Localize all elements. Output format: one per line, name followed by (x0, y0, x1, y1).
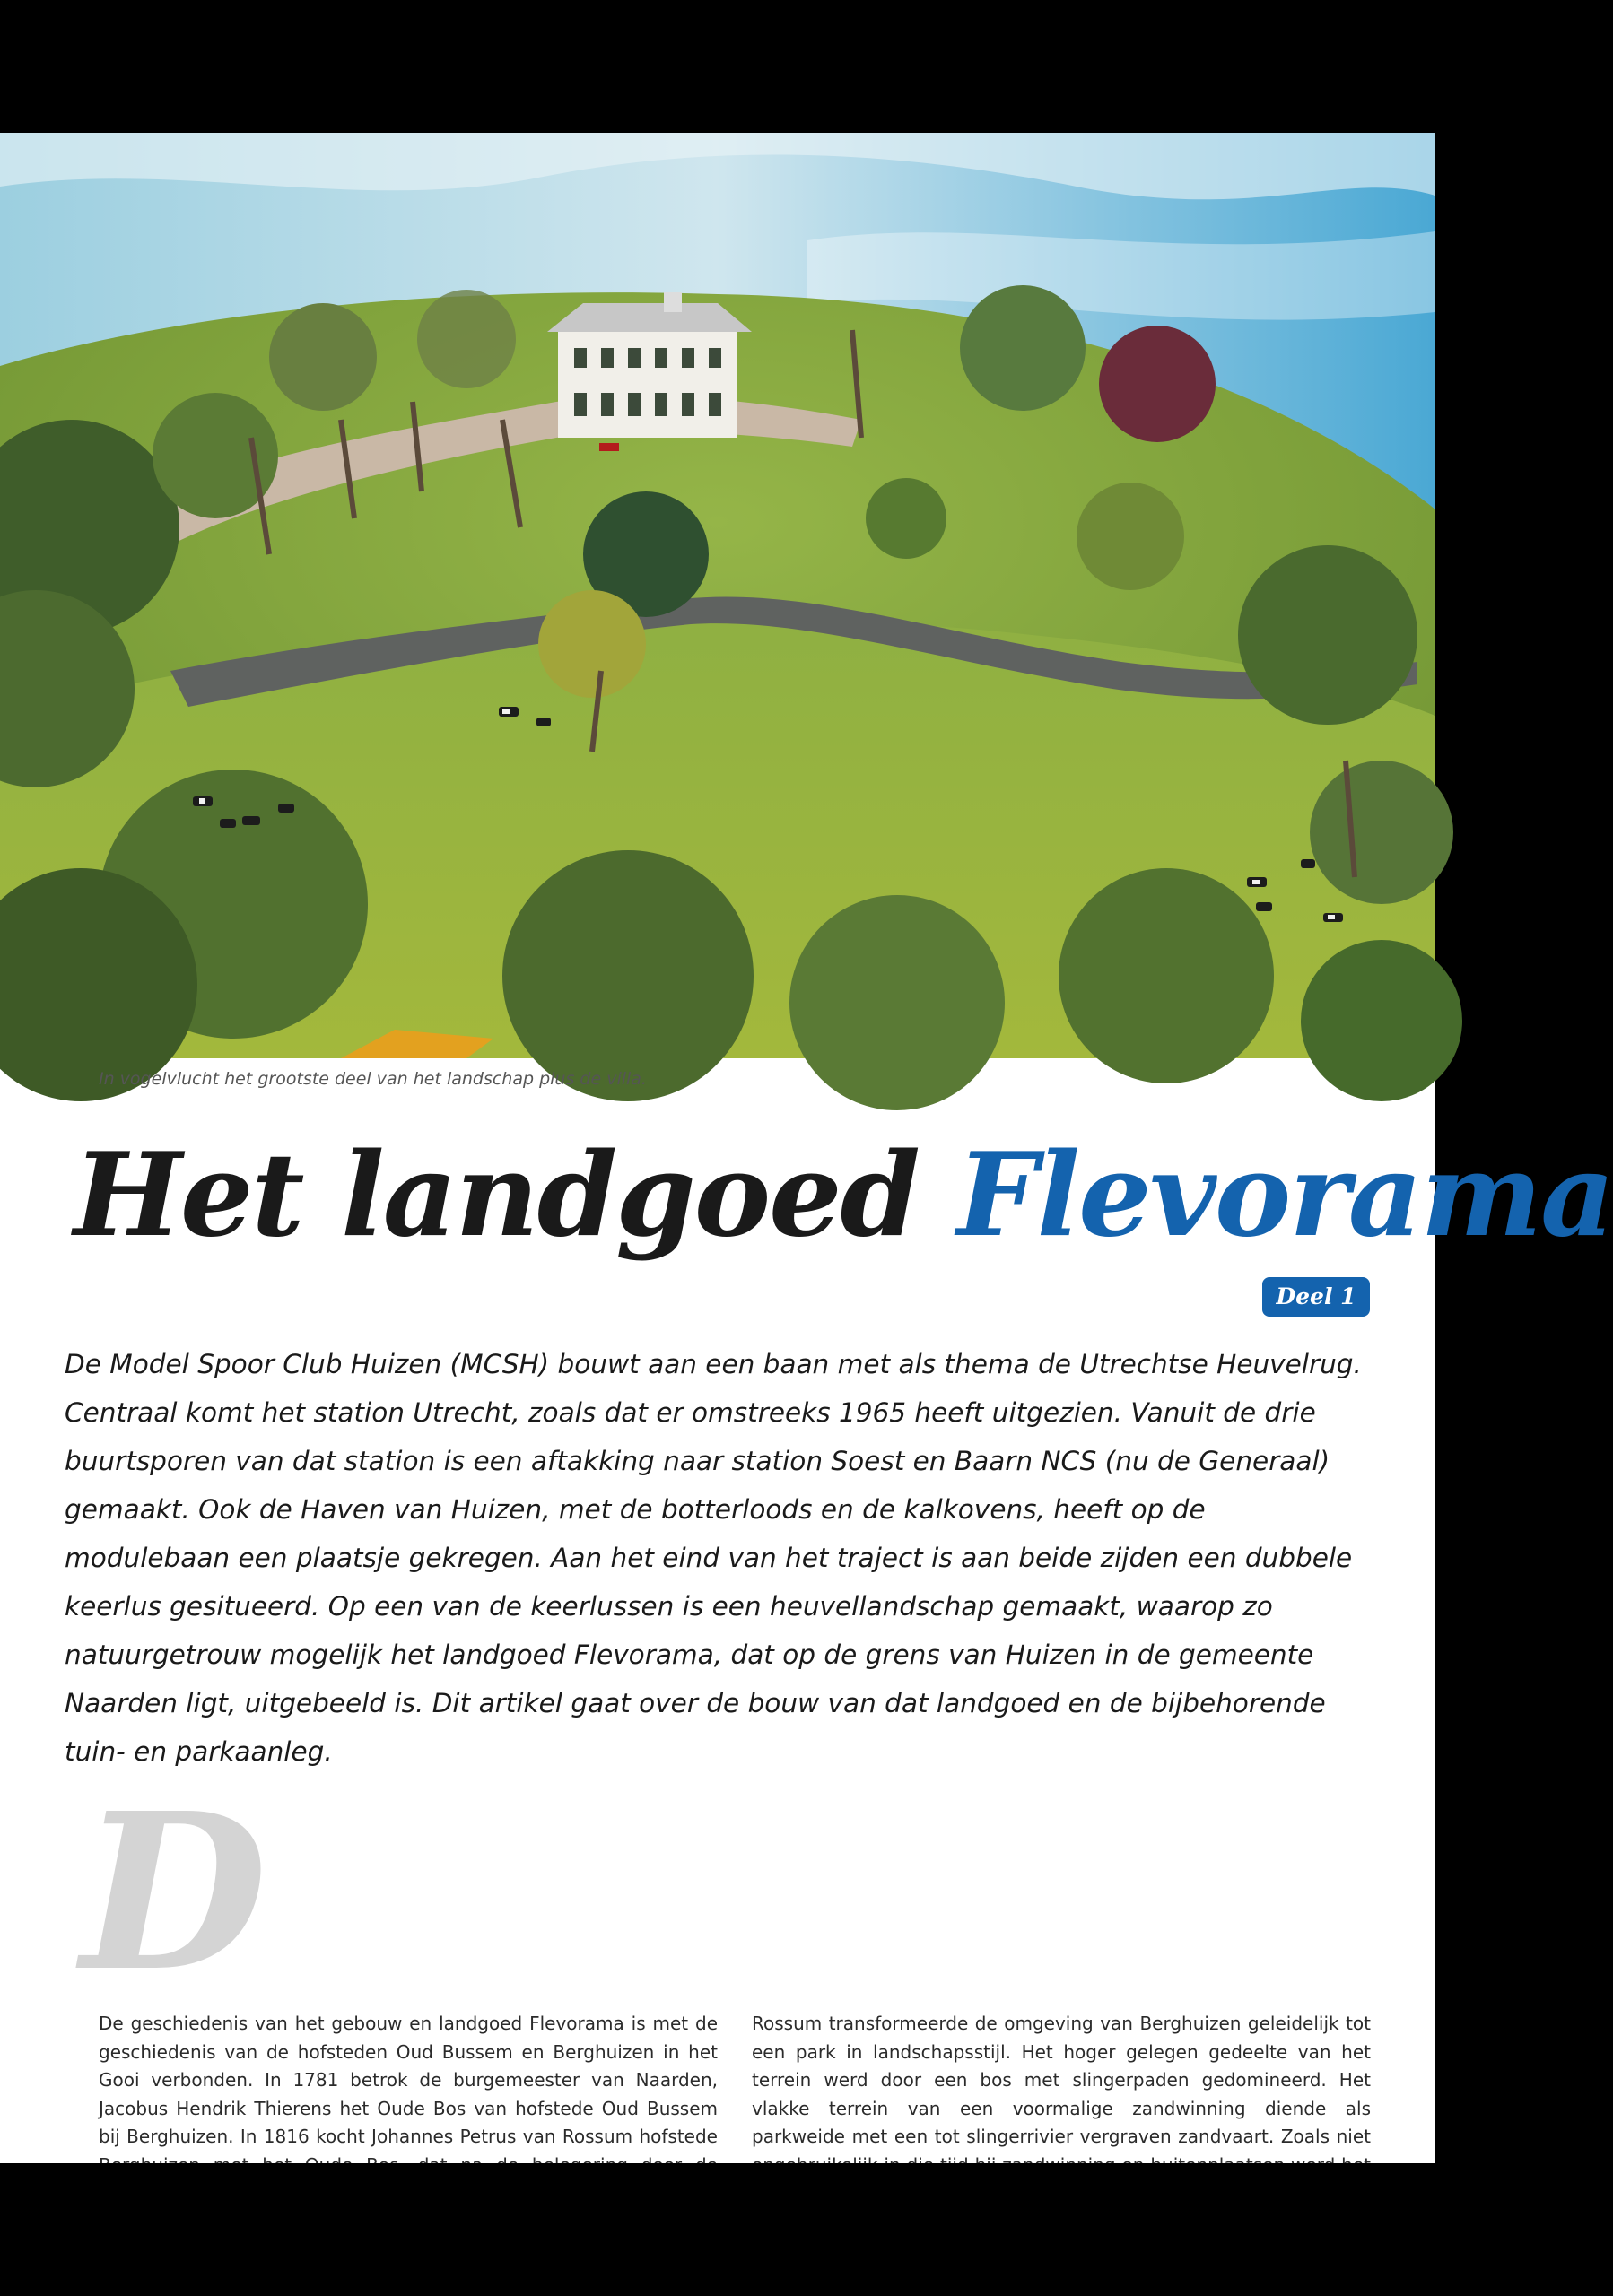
top-letterbox (0, 0, 1435, 133)
title-part-blue: Flevorama (956, 1128, 1613, 1263)
magazine-page (0, 133, 1613, 2163)
body-column-2: Rossum transformeerde de omgeving van Berghuizen geleidelijk tot een park in landschapsstijl. Het hoger gelegen gedeelte van het terrein werd door een bos met slingerpaden gedomineerd. Het vlakke terrein van een voormalige zandwinning diende als parkweide met een tot slingerrivier vergraven zandvaart. Zoals niet (752, 2013, 1371, 2147)
body-column-1: De geschiedenis van het gebouw en landgoed Flevorama is met de geschiedenis van de hofsteden Oud Bussem en Berghuizen in het Gooi verbonden. In 1781 betrok de burgemeester van Naarden, Jacobus Hendrik Thierens het Oude Bos van hofstede Oud Bussem bij Berghuizen. In 1816 kocht Johannes Petrus van Rossum hofstede (99, 2013, 718, 2147)
part-badge: Deel 1 (1262, 1277, 1370, 1317)
drop-cap: D (81, 1766, 268, 2019)
photo-caption: In vogelvlucht het grootste deel van het landschap plus de villa. (99, 1069, 647, 1089)
article-intro: De Model Spoor Club Huizen (MCSH) bouwt aan een baan met als thema de Utrechtse Heuvelrug. Centraal komt het station Utrecht, zoals dat er omstreeks 1965 heeft uitgezien. Vanuit de drie buurtsporen van dat station is een aftakking naar station Soest en Baarn NCS (nu de Generaal) gemaakt. Ook de Haven van Huizen, met de botterloods en de kalkovens, heeft op de modulebaan een plaatsje gekregen. Aan het eind van het traject is aan beide zijden een dubbele keerlus gesitueerd. Op een van de keerlussen is een heuvellandschap gemaakt, waarop zo natuurgetrouw mogelijk het landgoed Flevorama, dat op de grens van Huizen in de gemeente Naarden ligt, uitgebeeld is. Dit artikel gaat over de bouw van dat landgoed en de bijbehorende tuin- en parkaanleg. (65, 1349, 1362, 1767)
landscape-photo (0, 133, 1435, 1058)
title-part-dark: Het landgoed (74, 1128, 919, 1263)
article-title (74, 1128, 1613, 1263)
bottom-letterbox (0, 2163, 1435, 2296)
